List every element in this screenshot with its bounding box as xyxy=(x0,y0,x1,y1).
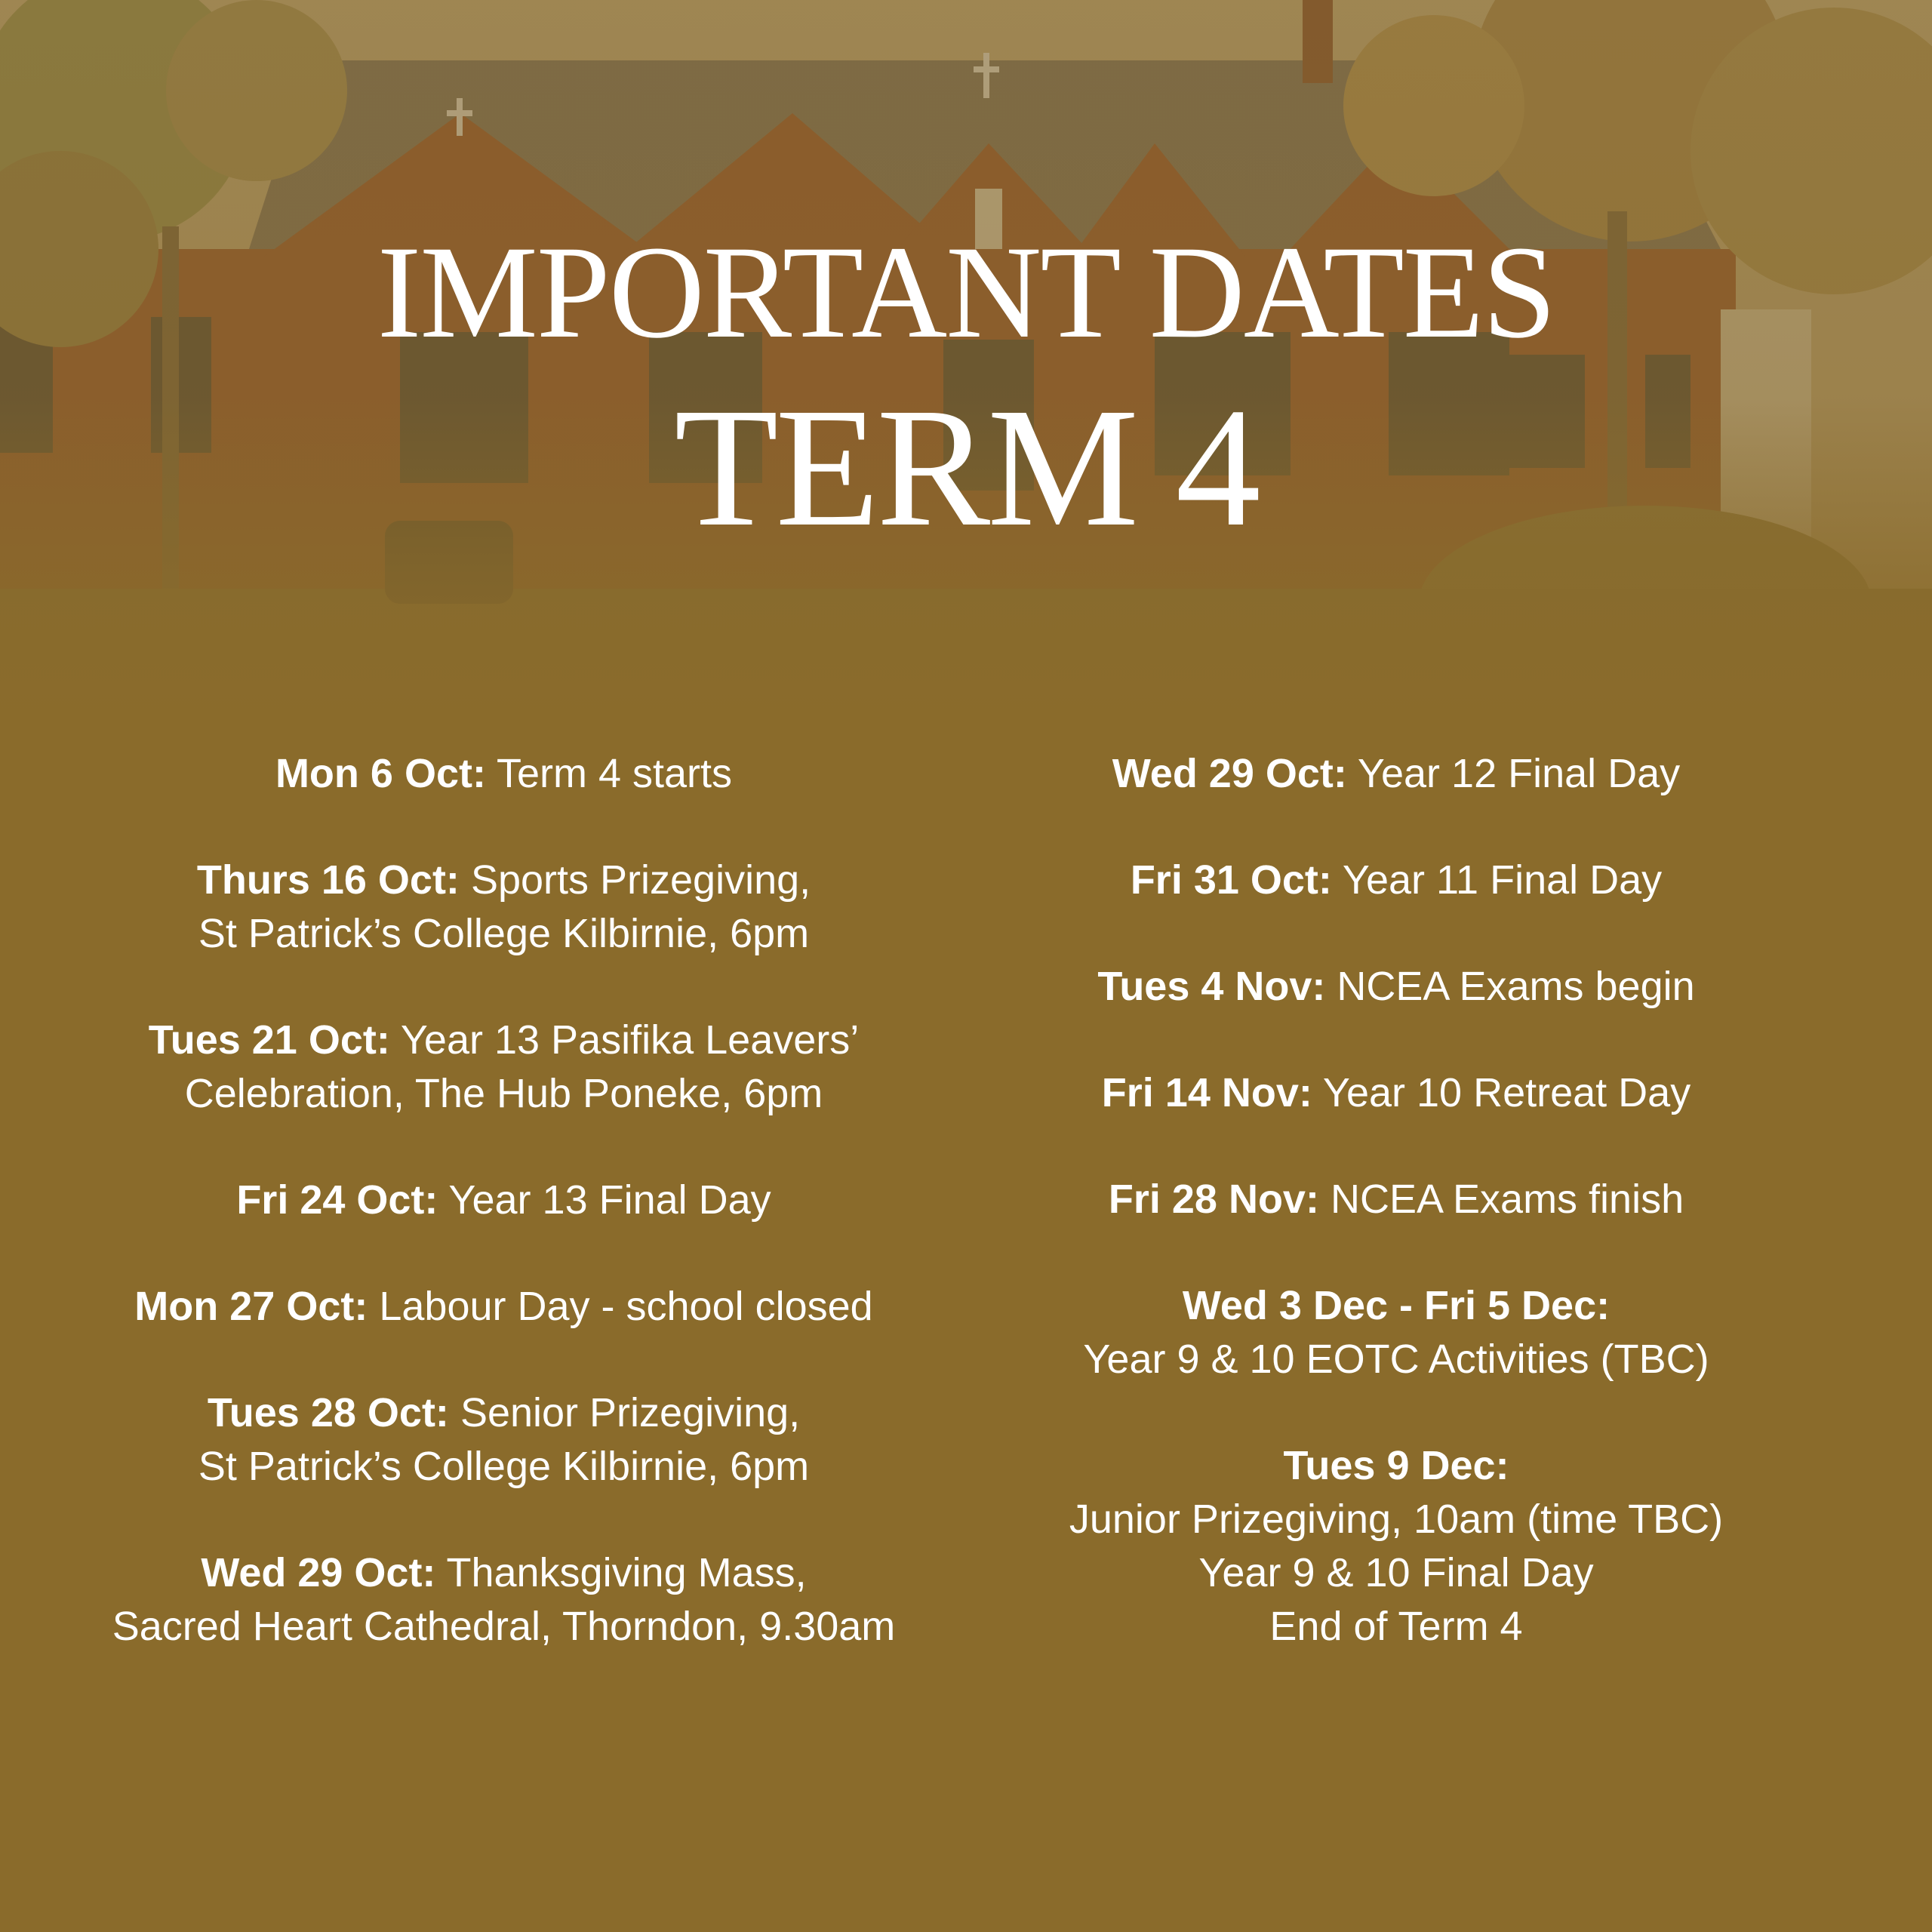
date-label: Fri 31 Oct: xyxy=(1130,857,1332,903)
date-entry xyxy=(53,747,955,801)
date-label: Tues 9 Dec: xyxy=(1283,1443,1509,1488)
event-text: Junior Prizegiving, 10am (time TBC) xyxy=(1069,1497,1724,1542)
date-label: Fri 24 Oct: xyxy=(236,1177,438,1223)
date-label: Tues 4 Nov: xyxy=(1097,964,1326,1009)
date-entry xyxy=(53,1280,955,1334)
event-text: Thanksgiving Mass, xyxy=(446,1550,807,1595)
date-label: Wed 3 Dec - Fri 5 Dec: xyxy=(1182,1283,1611,1328)
date-entry xyxy=(996,1439,1796,1654)
event-text: Term 4 starts xyxy=(496,751,733,796)
date-label: Mon 27 Oct: xyxy=(134,1284,368,1329)
event-text: St Patrick’s College Kilbirnie, 6pm xyxy=(198,1444,810,1489)
date-entry xyxy=(996,1173,1796,1226)
event-text: St Patrick’s College Kilbirnie, 6pm xyxy=(198,911,810,956)
event-text: Year 9 & 10 Final Day xyxy=(1198,1550,1594,1595)
date-label: Mon 6 Oct: xyxy=(275,751,486,796)
date-label: Wed 29 Oct: xyxy=(201,1550,436,1595)
event-text: Year 13 Pasifika Leavers’ xyxy=(400,1017,860,1063)
event-text: Senior Prizegiving, xyxy=(460,1390,801,1435)
event-text: NCEA Exams finish xyxy=(1330,1177,1684,1222)
date-entry xyxy=(996,1279,1796,1386)
date-entry xyxy=(996,960,1796,1014)
date-entry xyxy=(53,1386,955,1494)
date-entry xyxy=(53,1174,955,1227)
date-entry xyxy=(996,747,1796,801)
event-text: Year 13 Final Day xyxy=(448,1177,771,1223)
date-label: Fri 14 Nov: xyxy=(1101,1070,1312,1115)
title-term: TERM 4 xyxy=(674,373,1258,561)
event-text: Year 12 Final Day xyxy=(1357,751,1681,796)
date-entry xyxy=(53,1014,955,1121)
date-label: Tues 21 Oct: xyxy=(148,1017,390,1063)
date-label: Tues 28 Oct: xyxy=(207,1390,449,1435)
event-text: Celebration, The Hub Poneke, 6pm xyxy=(184,1071,823,1116)
event-text: Labour Day - school closed xyxy=(379,1284,873,1329)
date-entry xyxy=(53,854,955,961)
event-text: Year 11 Final Day xyxy=(1342,857,1663,903)
date-entry xyxy=(53,1546,955,1654)
event-text: Year 9 & 10 EOTC Activities (TBC) xyxy=(1083,1337,1709,1382)
event-text: Sports Prizegiving, xyxy=(470,857,811,903)
date-entry xyxy=(996,1066,1796,1120)
event-text: End of Term 4 xyxy=(1269,1604,1523,1649)
event-text: Sacred Heart Cathedral, Thorndon, 9.30am xyxy=(112,1604,896,1649)
event-text: Year 10 Retreat Day xyxy=(1322,1070,1691,1115)
title-important-dates: IMPORTANT DATES xyxy=(377,219,1555,366)
event-text: NCEA Exams begin xyxy=(1337,964,1695,1009)
title xyxy=(0,219,1932,561)
date-label: Wed 29 Oct: xyxy=(1112,751,1347,796)
date-entry xyxy=(996,854,1796,907)
dates-left-column xyxy=(53,747,955,1706)
dates-right-column xyxy=(996,747,1796,1706)
date-label: Fri 28 Nov: xyxy=(1108,1177,1319,1222)
date-label: Thurs 16 Oct: xyxy=(196,857,460,903)
